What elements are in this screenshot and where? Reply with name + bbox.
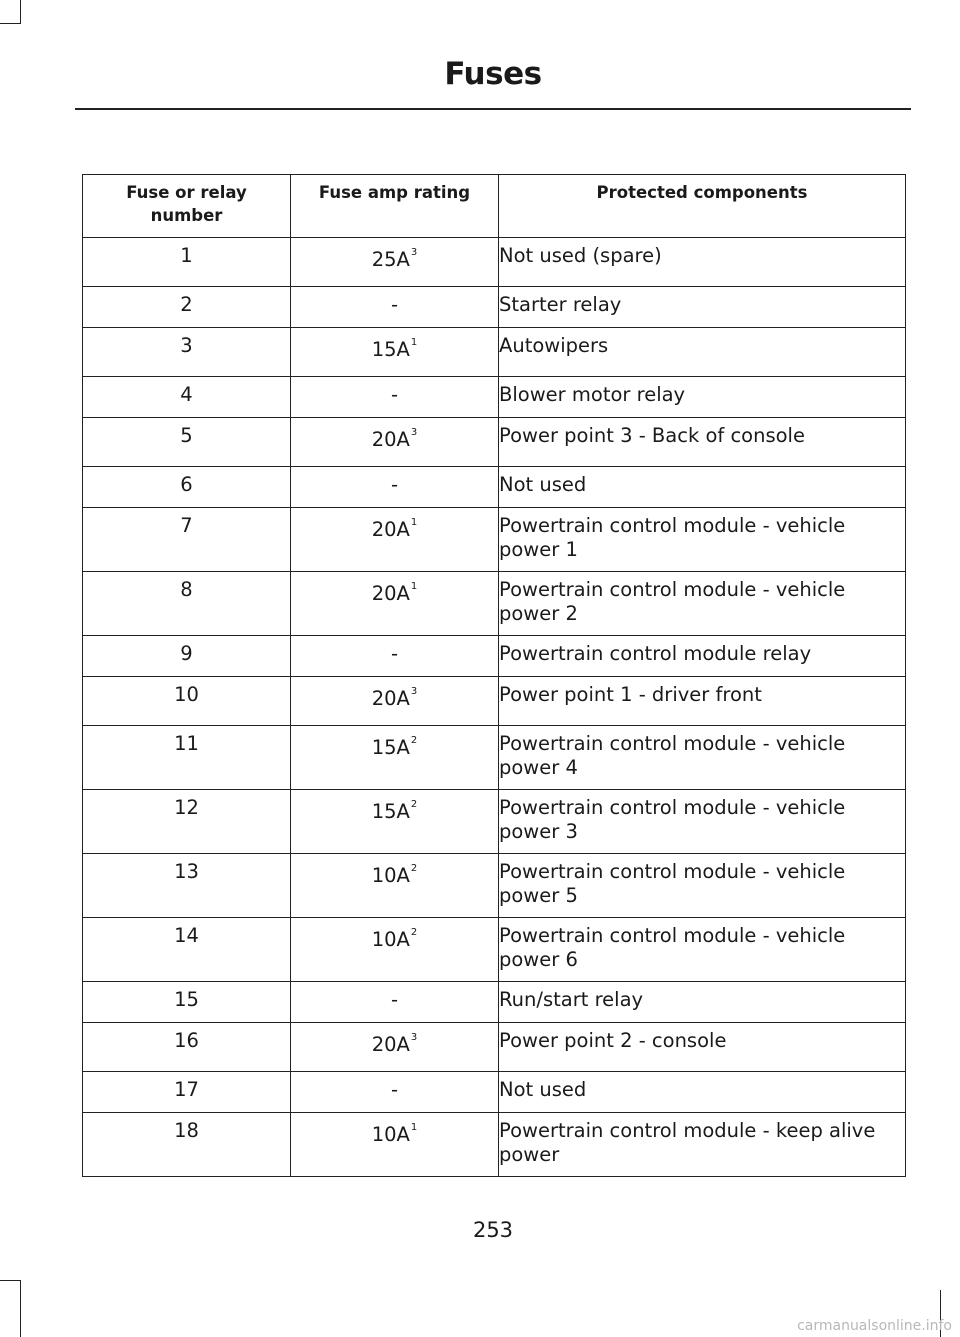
- table-row: [83, 1023, 906, 1072]
- footnote-marker: 2: [410, 735, 418, 746]
- fuse-amp-value: [391, 988, 398, 1012]
- column-header-number: Fuse or relay number: [83, 175, 291, 238]
- table-row: [83, 572, 906, 636]
- fuse-amp-cell: [291, 726, 499, 790]
- protected-component-cell: Not used: [499, 467, 906, 508]
- fuse-amp-value: [372, 582, 418, 606]
- fuse-amp-value: [372, 687, 418, 711]
- fuse-amp-cell: [291, 418, 499, 467]
- footnote-marker: 2: [410, 799, 418, 810]
- fuse-amp-value: [372, 928, 418, 952]
- protected-component-cell: Blower motor relay: [499, 377, 906, 418]
- fuse-amp-value: [372, 800, 418, 824]
- table-header-row: [83, 175, 906, 238]
- fuse-number-cell: 12: [83, 790, 291, 854]
- fuse-amp-text: -: [390, 293, 399, 316]
- fuse-amp-cell: [291, 1113, 499, 1177]
- watermark: carmanualsonline.info: [797, 1318, 952, 1334]
- footnote-marker: 1: [410, 1122, 418, 1133]
- fuse-amp-cell: [291, 467, 499, 508]
- footnote-marker: 1: [410, 581, 418, 592]
- footnote-marker: 1: [410, 517, 418, 528]
- protected-component-cell: Powertrain control module - vehicle power 3: [499, 790, 906, 854]
- crop-mark: [0, 23, 21, 24]
- fuse-number-cell: 7: [83, 508, 291, 572]
- fuse-amp-cell: [291, 328, 499, 377]
- fuse-number-cell: 16: [83, 1023, 291, 1072]
- fuse-number-cell: 1: [83, 238, 291, 287]
- table-row: [83, 328, 906, 377]
- fuse-amp-text: 10A: [371, 1123, 410, 1146]
- protected-component-cell: Powertrain control module - vehicle power 4: [499, 726, 906, 790]
- fuse-number-cell: 6: [83, 467, 291, 508]
- fuse-amp-value: [372, 248, 418, 272]
- fuse-amp-cell: [291, 287, 499, 328]
- footnote-marker: 3: [410, 686, 418, 697]
- protected-component-cell: Power point 1 - driver front: [499, 677, 906, 726]
- fuse-amp-cell: [291, 1023, 499, 1072]
- fuse-number-cell: 4: [83, 377, 291, 418]
- fuse-amp-text: 10A: [371, 864, 410, 887]
- column-header-components: Protected components: [499, 175, 906, 238]
- fuse-amp-value: [372, 338, 418, 362]
- crop-mark: [20, 1280, 21, 1337]
- fuse-amp-value: [372, 1123, 418, 1147]
- fuse-number-cell: 18: [83, 1113, 291, 1177]
- fuse-amp-text: -: [390, 1078, 399, 1101]
- footnote-marker: 2: [410, 927, 418, 938]
- table-row: [83, 854, 906, 918]
- fuse-number-cell: 17: [83, 1072, 291, 1113]
- protected-component-cell: Powertrain control module - keep alive power: [499, 1113, 906, 1177]
- fuse-table: [82, 174, 906, 1177]
- fuse-amp-text: 10A: [371, 928, 410, 951]
- fuse-amp-text: 20A: [371, 687, 410, 710]
- table-row: [83, 790, 906, 854]
- title-divider: [75, 108, 911, 110]
- table-row: [83, 508, 906, 572]
- crop-mark: [20, 0, 21, 24]
- footnote-marker: 3: [410, 247, 418, 258]
- fuse-amp-value: [391, 473, 398, 497]
- fuse-amp-value: [372, 518, 418, 542]
- fuse-amp-text: 25A: [371, 248, 410, 271]
- page-title: Fuses: [444, 56, 542, 92]
- protected-component-cell: Power point 2 - console: [499, 1023, 906, 1072]
- fuse-amp-cell: [291, 238, 499, 287]
- protected-component-cell: Powertrain control module - vehicle power 5: [499, 854, 906, 918]
- table-row: [83, 238, 906, 287]
- table-row: [83, 1113, 906, 1177]
- table-row: [83, 418, 906, 467]
- fuse-number-cell: 5: [83, 418, 291, 467]
- fuse-number-cell: 3: [83, 328, 291, 377]
- fuse-amp-cell: [291, 982, 499, 1023]
- protected-component-cell: Autowipers: [499, 328, 906, 377]
- fuse-number-cell: 11: [83, 726, 291, 790]
- fuse-amp-cell: [291, 636, 499, 677]
- fuse-number-cell: 15: [83, 982, 291, 1023]
- protected-component-cell: Run/start relay: [499, 982, 906, 1023]
- column-header-amp: Fuse amp rating: [291, 175, 499, 238]
- footnote-marker: 2: [410, 863, 418, 874]
- protected-component-cell: Powertrain control module - vehicle power 1: [499, 508, 906, 572]
- fuse-amp-text: -: [390, 988, 399, 1011]
- fuse-number-cell: 13: [83, 854, 291, 918]
- fuse-amp-text: 20A: [371, 582, 410, 605]
- fuse-amp-cell: [291, 572, 499, 636]
- fuse-amp-cell: [291, 377, 499, 418]
- fuse-amp-text: -: [390, 642, 399, 665]
- fuse-amp-cell: [291, 854, 499, 918]
- fuse-amp-value: [391, 293, 398, 317]
- fuse-amp-text: 15A: [371, 338, 410, 361]
- table-row: [83, 1072, 906, 1113]
- fuse-amp-text: -: [390, 473, 399, 496]
- fuse-amp-text: -: [390, 383, 399, 406]
- fuse-amp-value: [391, 1078, 398, 1102]
- table-row: [83, 636, 906, 677]
- protected-component-cell: Powertrain control module - vehicle power 2: [499, 572, 906, 636]
- table-row: [83, 726, 906, 790]
- fuse-amp-value: [372, 428, 418, 452]
- fuse-amp-cell: [291, 918, 499, 982]
- table-row: [83, 377, 906, 418]
- protected-component-cell: Powertrain control module relay: [499, 636, 906, 677]
- fuse-amp-text: 20A: [371, 518, 410, 541]
- fuse-amp-text: 15A: [371, 800, 410, 823]
- fuse-amp-value: [372, 864, 418, 888]
- fuse-amp-text: 15A: [371, 736, 410, 759]
- fuse-amp-cell: [291, 508, 499, 572]
- fuse-number-cell: 14: [83, 918, 291, 982]
- fuse-amp-value: [391, 383, 398, 407]
- page-number: 253: [472, 1218, 514, 1242]
- table-row: [83, 287, 906, 328]
- fuse-number-cell: 2: [83, 287, 291, 328]
- fuse-amp-text: 20A: [371, 1033, 410, 1056]
- table-row: [83, 982, 906, 1023]
- fuse-amp-cell: [291, 1072, 499, 1113]
- protected-component-cell: Starter relay: [499, 287, 906, 328]
- fuse-number-cell: 8: [83, 572, 291, 636]
- protected-component-cell: Not used: [499, 1072, 906, 1113]
- fuse-number-cell: 10: [83, 677, 291, 726]
- table-row: [83, 467, 906, 508]
- fuse-amp-cell: [291, 677, 499, 726]
- crop-mark: [0, 1280, 21, 1281]
- footnote-marker: 3: [410, 1032, 418, 1043]
- table-row: [83, 918, 906, 982]
- protected-component-cell: Power point 3 - Back of console: [499, 418, 906, 467]
- fuse-table-body: [83, 238, 906, 1177]
- fuse-amp-value: [372, 1033, 418, 1057]
- footnote-marker: 1: [410, 337, 418, 348]
- protected-component-cell: Not used (spare): [499, 238, 906, 287]
- table-row: [83, 677, 906, 726]
- fuse-amp-cell: [291, 790, 499, 854]
- fuse-amp-value: [372, 736, 418, 760]
- footnote-marker: 3: [410, 427, 418, 438]
- fuse-amp-text: 20A: [371, 428, 410, 451]
- fuse-number-cell: 9: [83, 636, 291, 677]
- protected-component-cell: Powertrain control module - vehicle power 6: [499, 918, 906, 982]
- fuse-amp-value: [391, 642, 398, 666]
